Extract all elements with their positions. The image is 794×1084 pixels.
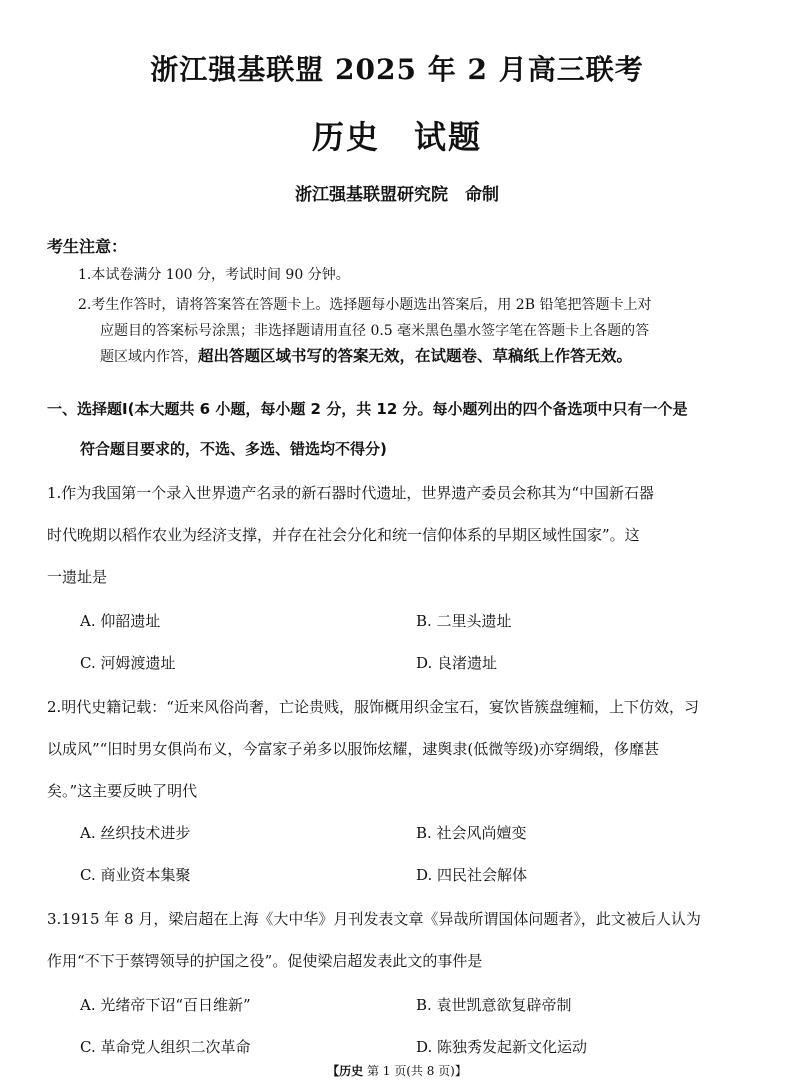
notice-item-2-line-3: [100, 344, 632, 366]
author-line: 浙江强基联盟研究院 命制: [295, 185, 499, 205]
question-3-option-c[interactable]: C. 革命党人组织二次革命: [80, 1038, 251, 1056]
notice-heading: 考生注意：: [47, 237, 128, 256]
section-1-heading-line-2: 符合题目要求的，不选、多选、错选均不得分): [80, 440, 387, 458]
question-1-option-b[interactable]: B. 二里头遗址: [416, 612, 512, 630]
question-2-option-c[interactable]: C. 商业资本集聚: [80, 866, 191, 884]
question-2-line-1: 2.明代史籍记载：“近来风俗尚奢，亡论贵贱，服饰概用织金宝石，宴饮皆簇盘缠粫，上下仿效，习: [47, 698, 699, 716]
question-2-option-d[interactable]: D. 四民社会解体: [416, 866, 528, 884]
question-2-option-a[interactable]: A. 丝织技术进步: [80, 824, 191, 842]
notice-item-2-line-3-plain: 题区域内作答，: [100, 349, 198, 365]
footer-page-number: 第 1 页(共 8 页)】: [366, 1064, 467, 1078]
question-2-line-2: 以成风”“旧时男女俱尚布义，今富家子弟多以服饰炫耀，逮舆隶(低微等级)亦穿绸缎，侈靡甚: [47, 740, 660, 758]
question-3-option-b[interactable]: B. 袁世凯意欲复辟帝制: [416, 996, 572, 1014]
notice-item-1: 1.本试卷满分 100 分，考试时间 90 分钟。: [78, 267, 350, 283]
footer-subject: 【历史: [327, 1064, 364, 1078]
notice-item-2-line-2: 应题目的答案标号涂黑；非选择题请用直径 0.5 毫米黑色墨水签字笔在答题卡上各题的答: [100, 323, 650, 339]
question-3-option-d[interactable]: D. 陈独秀发起新文化运动: [416, 1038, 588, 1056]
question-2-line-3: 矣。”这主要反映了明代: [47, 782, 198, 800]
question-1-line-3: 一遗址是: [47, 568, 108, 586]
question-2-option-b[interactable]: B. 社会风尚嬗变: [416, 824, 527, 842]
subject-title: 历史 试题: [311, 118, 482, 156]
question-3-line-2: 作用“不下于蔡锷领导的护国之役”。促使梁启超发表此文的事件是: [47, 952, 483, 970]
question-1-line-2: 时代晚期以稻作农业为经济支撑，并存在社会分化和统一信仰体系的早期区域性国家”。这: [47, 526, 640, 544]
notice-item-2-line-1: 2.考生作答时，请将答案答在答题卡上。选择题每小题选出答案后，用 2B 铅笔把答题卡上对: [78, 297, 652, 313]
question-3-line-1: 3.1915 年 8 月，梁启超在上海《大中华》月刊发表文章《异哉所谓国体问题者》，此文被后人认为: [47, 910, 701, 928]
question-1-option-c[interactable]: C. 河姆渡遗址: [80, 654, 176, 672]
page-footer: [0, 1062, 794, 1079]
question-1-option-a[interactable]: A. 仰韶遗址: [80, 612, 161, 630]
question-3-option-a[interactable]: A. 光绪帝下诏“百日维新”: [80, 996, 251, 1014]
exam-title: 浙江强基联盟 2025 年 2 月高三联考: [150, 53, 644, 86]
notice-item-2-line-3-bold: 超出答题区域书写的答案无效，在试题卷、草稿纸上作答无效。: [198, 347, 633, 365]
question-1-option-d[interactable]: D. 良渚遗址: [416, 654, 498, 672]
section-1-heading-line-1: 一、选择题Ⅰ(本大题共 6 小题，每小题 2 分，共 12 分。每小题列出的四个备选项中只有一个是: [47, 400, 688, 418]
question-1-line-1: 1.作为我国第一个录入世界遗产名录的新石器时代遗址，世界遗产委员会称其为“中国新石器: [47, 484, 654, 502]
